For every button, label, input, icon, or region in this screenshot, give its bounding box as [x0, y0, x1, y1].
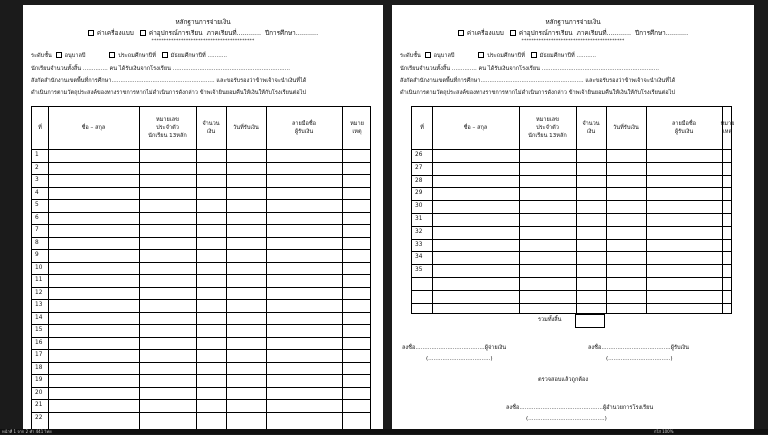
level-line: ระดับชั้น อนุบาลปี ประถมศึกษาปีที่ มัธยมศึกษาปีที่ ...........: [31, 53, 228, 59]
receiver-signature-line: ลงชื่อ.......................................ผู้รับเงิน: [588, 345, 689, 351]
total-amount-box: [575, 314, 605, 328]
column-header-student-id: หมายเลข ประจำตัว นักเรียน 13หลัก: [148, 117, 187, 139]
column-header-signature: ลายมือชื่อ ผู้รับเงิน: [291, 121, 317, 135]
status-right: ก่ใส่ 100%: [654, 429, 674, 434]
column-header-amount: จำนวน เงิน: [202, 121, 220, 135]
row-number: 8: [35, 239, 39, 246]
column-header-student-id: หมายเลข ประจำตัว นักเรียน 13หลัก: [528, 117, 567, 139]
column-header-name: ชื่อ – สกุล: [81, 125, 106, 131]
column-header-date: วันที่รับเงิน: [613, 125, 639, 131]
payment-table: [31, 106, 371, 429]
column-header-no: ที่: [420, 125, 424, 131]
column-header-note: หมาย เหตุ: [350, 121, 364, 135]
column-header-date: วันที่รับเงิน: [233, 125, 259, 131]
payment-table-continued: [411, 106, 735, 314]
row-number: 19: [35, 377, 43, 383]
director-name-line: (...........................................): [526, 416, 607, 422]
receiver-name-line: (...................................): [606, 356, 673, 362]
document-page-1: [23, 5, 383, 429]
payer-name-line: (...................................): [426, 356, 493, 362]
row-number: 10: [35, 264, 43, 271]
payer-signature-line: ลงชื่อ.......................................ผู้จ่ายเงิน: [402, 345, 507, 351]
row-number: 11: [35, 277, 43, 283]
row-number: 17: [35, 352, 43, 358]
row-number: 28: [415, 177, 423, 184]
row-number: 18: [35, 364, 43, 371]
row-number: 20: [35, 389, 43, 396]
row-number: 32: [415, 228, 423, 235]
row-number: 14: [35, 314, 43, 321]
column-header-signature: ลายมือชื่อ ผู้รับเงิน: [671, 121, 697, 135]
row-number: 1: [35, 152, 39, 158]
row-number: 30: [415, 203, 423, 210]
students-line: นักเรียนจำนวนทั้งสิ้น .............. คน ได้รับเงินจากโรงเรียน ..................................................................: [31, 66, 291, 72]
primary-checkbox[interactable]: [109, 52, 115, 58]
row-number: 4: [35, 189, 39, 196]
row-number: 2: [35, 164, 39, 171]
separator-stars: ******************************************: [521, 39, 625, 44]
purpose-line: ดำเนินการตามวัตถุประสงค์ของทางราชการหากไม่ดำเนินการดังกล่าว ข้าพเจ้ายินยอมคืนให้เงินให้กับโรงเรียนต่อไป: [31, 90, 307, 96]
options-line: ค่าเครื่องแบบ ค่าอุปกรณ์การเรียน ภาคเรียนที่............ ปีการศึกษา...........: [23, 28, 383, 38]
row-number: 27: [415, 164, 423, 171]
row-number: 34: [415, 254, 423, 261]
kindergarten-checkbox[interactable]: [56, 52, 62, 58]
column-header-amount: จำนวน เงิน: [582, 121, 600, 135]
secondary-checkbox[interactable]: [162, 52, 168, 58]
row-number: 29: [415, 190, 423, 197]
office-line: สังกัดสำนักงานเขตพื้นที่การศึกษา.......................................................... และขอรับรองว่าข้าพเจ้าจะนำเงินที่ได้: [400, 78, 676, 84]
column-header-note: หมาย เหตุ: [720, 121, 735, 135]
status-bar: [0, 429, 768, 434]
kindergarten-checkbox[interactable]: [425, 52, 431, 58]
row-number: 15: [35, 327, 43, 333]
uniform-checkbox[interactable]: [88, 30, 94, 36]
row-number: 5: [35, 202, 39, 208]
document-page-2: [392, 5, 754, 429]
level-line: ระดับชั้น อนุบาลปี ประถมศึกษาปีที่ มัธยมศึกษาปีที่ ...........: [400, 53, 597, 59]
status-left: หน้าที่ 1 จาก 2 คำ 441 ไทย: [2, 429, 52, 434]
row-number: 12: [35, 289, 43, 296]
supplies-checkbox[interactable]: [140, 30, 146, 36]
column-header-no: ที่: [38, 125, 42, 131]
director-signature-line: ลงชื่อ...............................................ผู้อำนวยการโรงเรียน: [506, 405, 654, 411]
office-line: สังกัดสำนักงานเขตพื้นที่การศึกษา.......................................................... และขอรับรองว่าข้าพเจ้าจะนำเงินที่ได้: [31, 78, 307, 84]
row-number: 21: [35, 402, 43, 408]
separator-stars: ******************************************: [151, 39, 255, 44]
total-label: รวมทั้งสิ้น: [538, 317, 562, 323]
row-number: 3: [35, 177, 39, 183]
row-number: 33: [415, 241, 423, 248]
row-number: 22: [35, 414, 43, 421]
secondary-checkbox[interactable]: [531, 52, 537, 58]
students-line: นักเรียนจำนวนทั้งสิ้น .............. คน ได้รับเงินจากโรงเรียน ..................................................................: [400, 66, 660, 72]
primary-checkbox[interactable]: [478, 52, 484, 58]
page-title: หลักฐานการจ่ายเงิน: [545, 18, 601, 26]
row-number: 7: [35, 227, 39, 233]
row-number: 6: [35, 214, 39, 221]
row-number: 9: [35, 252, 39, 258]
page-title: หลักฐานการจ่ายเงิน: [175, 18, 231, 26]
verified-text: ตรวจสอบแล้วถูกต้อง: [538, 377, 589, 383]
row-number: 13: [35, 302, 43, 308]
row-number: 35: [415, 267, 423, 274]
uniform-checkbox[interactable]: [458, 30, 464, 36]
purpose-line: ดำเนินการตามวัตถุประสงค์ของทางราชการหากไม่ดำเนินการดังกล่าว ข้าพเจ้ายินยอมคืนให้เงินให้กับโรงเรียนต่อไป: [400, 90, 676, 96]
options-line: ค่าเครื่องแบบ ค่าอุปกรณ์การเรียน ภาคเรียนที่............ ปีการศึกษา...........: [392, 28, 754, 38]
row-number: 26: [415, 152, 423, 158]
row-number: 31: [415, 216, 423, 222]
supplies-checkbox[interactable]: [510, 30, 516, 36]
row-number: 16: [35, 339, 43, 346]
column-header-name: ชื่อ – สกุล: [463, 125, 488, 131]
